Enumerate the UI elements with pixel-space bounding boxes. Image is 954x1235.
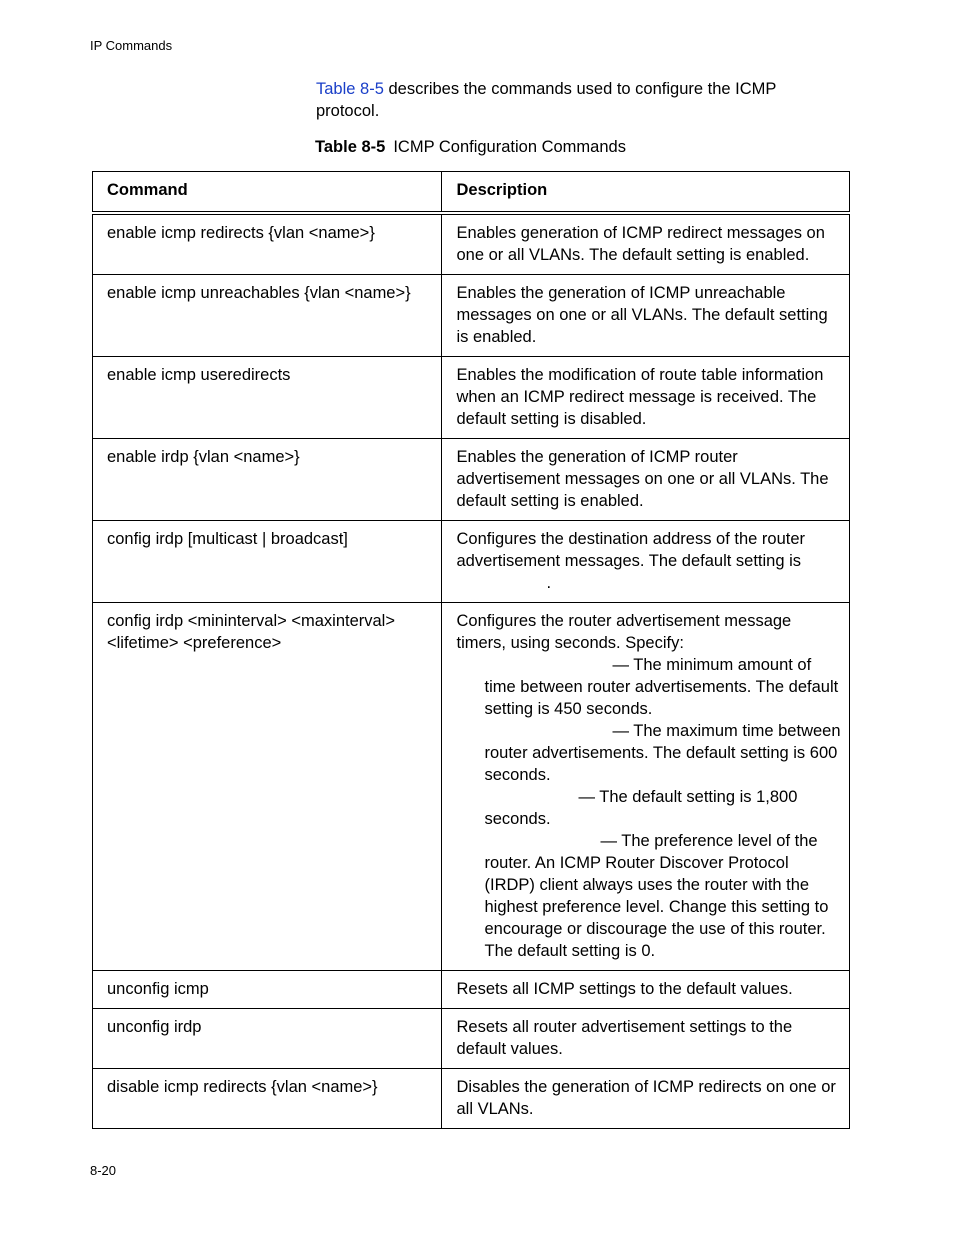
timer-item-preference: — The preference level of the router. An ICMP Router Discover Protocol (IRDP) client always uses the router with the highest preference level. Change this setting to encourage or discourage the use of this router. The default setting is 0.: [484, 832, 829, 960]
description-text: Configures the destination address of the router advertisement messages. The default setting is: [456, 530, 806, 570]
command-cell: config irdp [multicast | broadcast]: [93, 521, 442, 603]
intro-text: describes the commands used to configure the ICMP protocol.: [316, 80, 777, 120]
description-cell: Disables the generation of ICMP redirects on one or all VLANs.: [442, 1069, 850, 1129]
table-row: [93, 275, 850, 357]
command-cell: enable icmp useredirects: [93, 357, 442, 439]
description-cell: Enables the modification of route table information when an ICMP redirect message is received. The default setting is disabled.: [442, 357, 850, 439]
command-cell: disable icmp redirects {vlan <name>}: [93, 1069, 442, 1129]
icmp-commands-table: [92, 171, 850, 1129]
command-cell: unconfig icmp: [93, 971, 442, 1009]
description-cell: Enables the generation of ICMP unreachable messages on one or all VLANs. The default setting is enabled.: [442, 275, 850, 357]
command-cell: unconfig irdp: [93, 1009, 442, 1069]
table-row: [93, 213, 850, 275]
description-cell: Resets all router advertisement settings to the default values.: [442, 1009, 850, 1069]
description-cell: Enables the generation of ICMP router advertisement messages on one or all VLANs. The default setting is enabled.: [442, 439, 850, 521]
description-cell: [442, 521, 850, 603]
command-cell: enable icmp unreachables {vlan <name>}: [93, 275, 442, 357]
intro-paragraph: [316, 78, 836, 122]
table-row: [93, 1069, 850, 1129]
timer-item-lifetime: — The default setting is 1,800 seconds.: [484, 788, 798, 828]
description-text: Configures the router advertisement message timers, using seconds. Specify:: [456, 612, 792, 652]
table-link[interactable]: Table 8-5: [316, 80, 384, 98]
table-header-row: [93, 172, 850, 214]
column-header-description: Description: [442, 172, 850, 214]
table-row: [93, 439, 850, 521]
timer-item-mininterval: — The minimum amount of time between router advertisements. The default setting is 450 seconds.: [484, 656, 839, 718]
description-cell: Resets all ICMP settings to the default values.: [442, 971, 850, 1009]
table-row: [93, 521, 850, 603]
column-header-command: Command: [93, 172, 442, 214]
command-cell: enable icmp redirects {vlan <name>}: [93, 213, 442, 275]
running-header: IP Commands: [90, 38, 173, 53]
caption-label: Table 8-5: [315, 138, 386, 156]
table-row: [93, 971, 850, 1009]
description-cell: Enables generation of ICMP redirect messages on one or all VLANs. The default setting is enabled.: [442, 213, 850, 275]
description-cell: [442, 603, 850, 971]
command-cell: config irdp <mininterval> <maxinterval> <lifetime> <preference>: [93, 603, 442, 971]
command-cell: enable irdp {vlan <name>}: [93, 439, 442, 521]
table-caption: [92, 138, 849, 157]
page-number: 8-20: [90, 1163, 117, 1178]
caption-title: ICMP Configuration Commands: [393, 138, 626, 156]
table-row: [93, 603, 850, 971]
timer-item-maxinterval: — The maximum time between router advertisements. The default setting is 600 seconds.: [484, 722, 841, 784]
table-row: [93, 1009, 850, 1069]
table-row: [93, 357, 850, 439]
description-tail: .: [546, 574, 552, 592]
